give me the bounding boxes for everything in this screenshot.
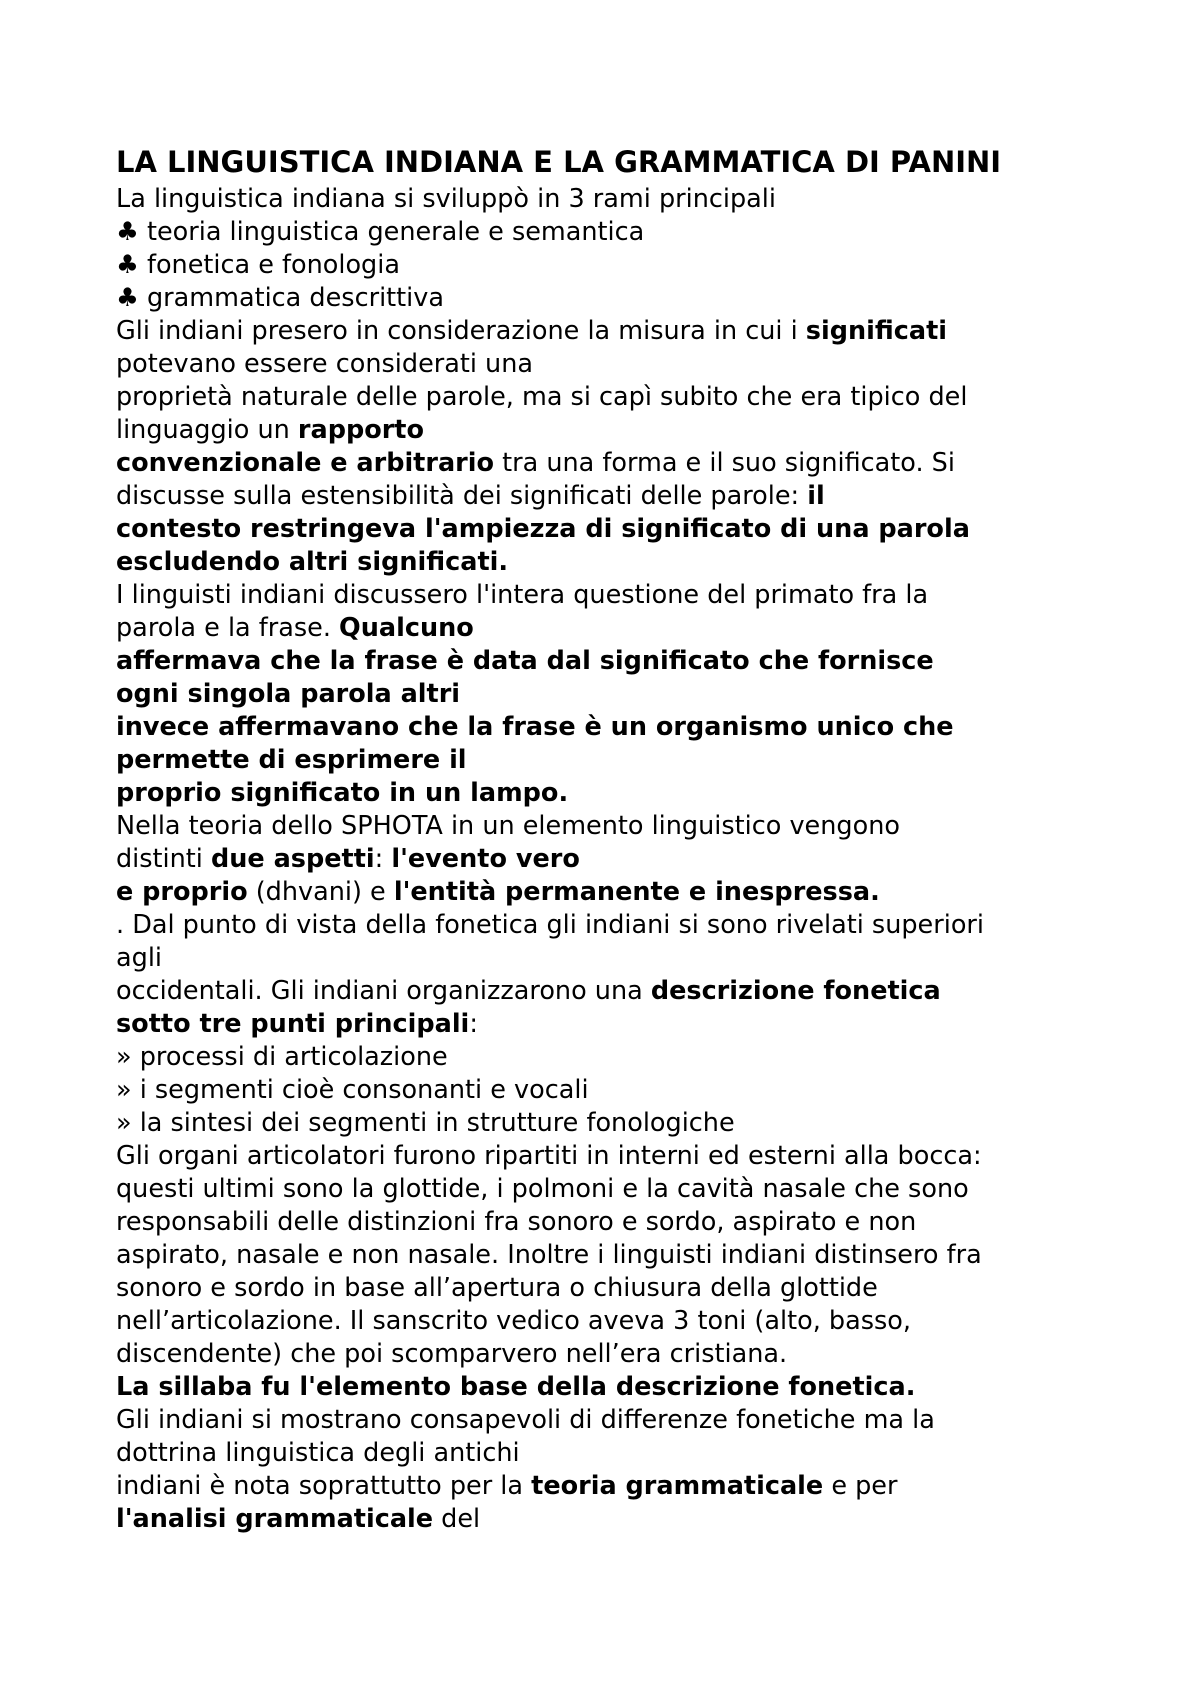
text-line bbox=[116, 942, 1106, 975]
text-line bbox=[116, 546, 1106, 579]
bold-text-run: il bbox=[807, 481, 825, 511]
bold-text-run: ogni singola parola altri bbox=[116, 679, 461, 709]
bold-text-run: due aspetti bbox=[211, 844, 375, 874]
text-run: » la sintesi dei segmenti in strutture fonologiche bbox=[116, 1108, 735, 1138]
text-line bbox=[116, 579, 1106, 612]
bold-text-run: escludendo altri significati. bbox=[116, 547, 509, 577]
bold-text-run: sotto tre punti principali bbox=[116, 1009, 470, 1039]
text-run: nell’articolazione. Il sanscrito vedico aveva 3 toni (alto, basso, bbox=[116, 1306, 911, 1336]
text-run: ♣ teoria linguistica generale e semantica bbox=[116, 217, 645, 247]
text-line bbox=[116, 1107, 1106, 1140]
text-run: distinti bbox=[116, 844, 211, 874]
text-line bbox=[116, 315, 1106, 348]
bold-text-run: permette di esprimere il bbox=[116, 745, 467, 775]
text-run: : bbox=[374, 844, 392, 874]
text-line bbox=[116, 1074, 1106, 1107]
text-line bbox=[116, 909, 1106, 942]
text-line bbox=[116, 1041, 1106, 1074]
text-run: aspirato, nasale e non nasale. Inoltre i linguisti indiani distinsero fra bbox=[116, 1240, 982, 1270]
text-line bbox=[116, 1272, 1106, 1305]
text-run: del bbox=[433, 1504, 481, 1534]
bold-text-run: contesto restringeva l'ampiezza di significato di una parola bbox=[116, 514, 970, 544]
text-run: proprietà naturale delle parole, ma si capì subito che era tipico del bbox=[116, 382, 968, 412]
text-line bbox=[116, 1404, 1106, 1437]
text-line bbox=[116, 1470, 1106, 1503]
text-run: ♣ grammatica descrittiva bbox=[116, 283, 444, 313]
text-line bbox=[116, 810, 1106, 843]
text-run: tra una forma e il suo significato. Si bbox=[494, 448, 955, 478]
text-line bbox=[116, 612, 1106, 645]
text-run: questi ultimi sono la glottide, i polmoni e la cavità nasale che sono bbox=[116, 1174, 969, 1204]
text-run: potevano essere considerati una bbox=[116, 349, 534, 379]
text-run: : bbox=[469, 1009, 478, 1039]
text-line bbox=[116, 711, 1106, 744]
text-line bbox=[116, 348, 1106, 381]
text-run: discusse sulla estensibilità dei significati delle parole: bbox=[116, 481, 808, 511]
text-run: » processi di articolazione bbox=[116, 1042, 448, 1072]
text-line bbox=[116, 1206, 1106, 1239]
text-run: . Dal punto di vista della fonetica gli indiani si sono rivelati superiori bbox=[116, 910, 984, 940]
bold-text-run: Qualcuno bbox=[339, 613, 474, 643]
text-run: I linguisti indiani discussero l'intera questione del primato fra la bbox=[116, 580, 929, 610]
text-run: La linguistica indiana si sviluppò in 3 rami principali bbox=[116, 184, 776, 214]
bold-text-run: l'evento vero bbox=[391, 844, 580, 874]
text-run: (dhvani) e bbox=[247, 877, 394, 907]
text-run: Gli indiani si mostrano consapevoli di differenze fonetiche ma la bbox=[116, 1405, 935, 1435]
text-line bbox=[116, 777, 1106, 810]
bold-text-run: descrizione fonetica bbox=[650, 976, 941, 1006]
text-run: agli bbox=[116, 943, 162, 973]
text-line bbox=[116, 282, 1106, 315]
bold-text-run: affermava che la frase è data dal significato che fornisce bbox=[116, 646, 934, 676]
text-line bbox=[116, 1008, 1106, 1041]
text-line bbox=[116, 1239, 1106, 1272]
text-line bbox=[116, 1503, 1106, 1536]
text-run: Gli indiani presero in considerazione la misura in cui i bbox=[116, 316, 806, 346]
text-line bbox=[116, 480, 1106, 513]
text-run: indiani è nota soprattutto per la bbox=[116, 1471, 532, 1501]
text-run: » i segmenti cioè consonanti e vocali bbox=[116, 1075, 589, 1105]
bold-text-run: teoria grammaticale bbox=[531, 1471, 824, 1501]
document-title: LA LINGUISTICA INDIANA E LA GRAMMATICA DI PANINI bbox=[116, 145, 1002, 179]
text-line bbox=[116, 1338, 1106, 1371]
text-line bbox=[116, 678, 1106, 711]
text-run: parola e la frase. bbox=[116, 613, 340, 643]
text-line bbox=[116, 744, 1106, 777]
text-run: Nella teoria dello SPHOTA in un elemento linguistico vengono bbox=[116, 811, 900, 841]
bold-text-run: La sillaba fu l'elemento base della descrizione fonetica. bbox=[116, 1372, 916, 1402]
text-line bbox=[116, 1140, 1106, 1173]
text-run: Gli organi articolatori furono ripartiti in interni ed esterni alla bocca: bbox=[116, 1141, 982, 1171]
text-line bbox=[116, 645, 1106, 678]
text-line bbox=[116, 183, 1106, 216]
text-line bbox=[116, 513, 1106, 546]
text-run: occidentali. Gli indiani organizzarono una bbox=[116, 976, 651, 1006]
bold-text-run: e proprio bbox=[116, 877, 248, 907]
bold-text-run: l'entità permanente e inespressa. bbox=[393, 877, 880, 907]
text-line bbox=[116, 843, 1106, 876]
text-line bbox=[116, 1437, 1106, 1470]
text-run: responsabili delle distinzioni fra sonoro e sordo, aspirato e non bbox=[116, 1207, 917, 1237]
text-line bbox=[116, 1305, 1106, 1338]
text-line bbox=[116, 216, 1106, 249]
text-run: sonoro e sordo in base all’apertura o chiusura della glottide bbox=[116, 1273, 878, 1303]
bold-text-run: convenzionale e arbitrario bbox=[116, 448, 494, 478]
document-body bbox=[116, 145, 1106, 1536]
text-line bbox=[116, 876, 1106, 909]
document-text bbox=[116, 183, 1106, 1536]
text-line bbox=[116, 1371, 1106, 1404]
bold-text-run: invece affermavano che la frase è un organismo unico che bbox=[116, 712, 954, 742]
text-line bbox=[116, 1173, 1106, 1206]
bold-text-run: l'analisi grammaticale bbox=[116, 1504, 434, 1534]
text-line bbox=[116, 447, 1106, 480]
text-run: dottrina linguistica degli antichi bbox=[116, 1438, 520, 1468]
text-line bbox=[116, 249, 1106, 282]
bold-text-run: rapporto bbox=[297, 415, 424, 445]
text-line bbox=[116, 975, 1106, 1008]
text-line bbox=[116, 414, 1106, 447]
text-run: ♣ fonetica e fonologia bbox=[116, 250, 400, 280]
text-run: linguaggio un bbox=[116, 415, 298, 445]
text-run: discendente) che poi scomparvero nell’era cristiana. bbox=[116, 1339, 788, 1369]
bold-text-run: proprio significato in un lampo. bbox=[116, 778, 569, 808]
text-run: e per bbox=[823, 1471, 898, 1501]
text-line bbox=[116, 381, 1106, 414]
bold-text-run: significati bbox=[805, 316, 948, 346]
